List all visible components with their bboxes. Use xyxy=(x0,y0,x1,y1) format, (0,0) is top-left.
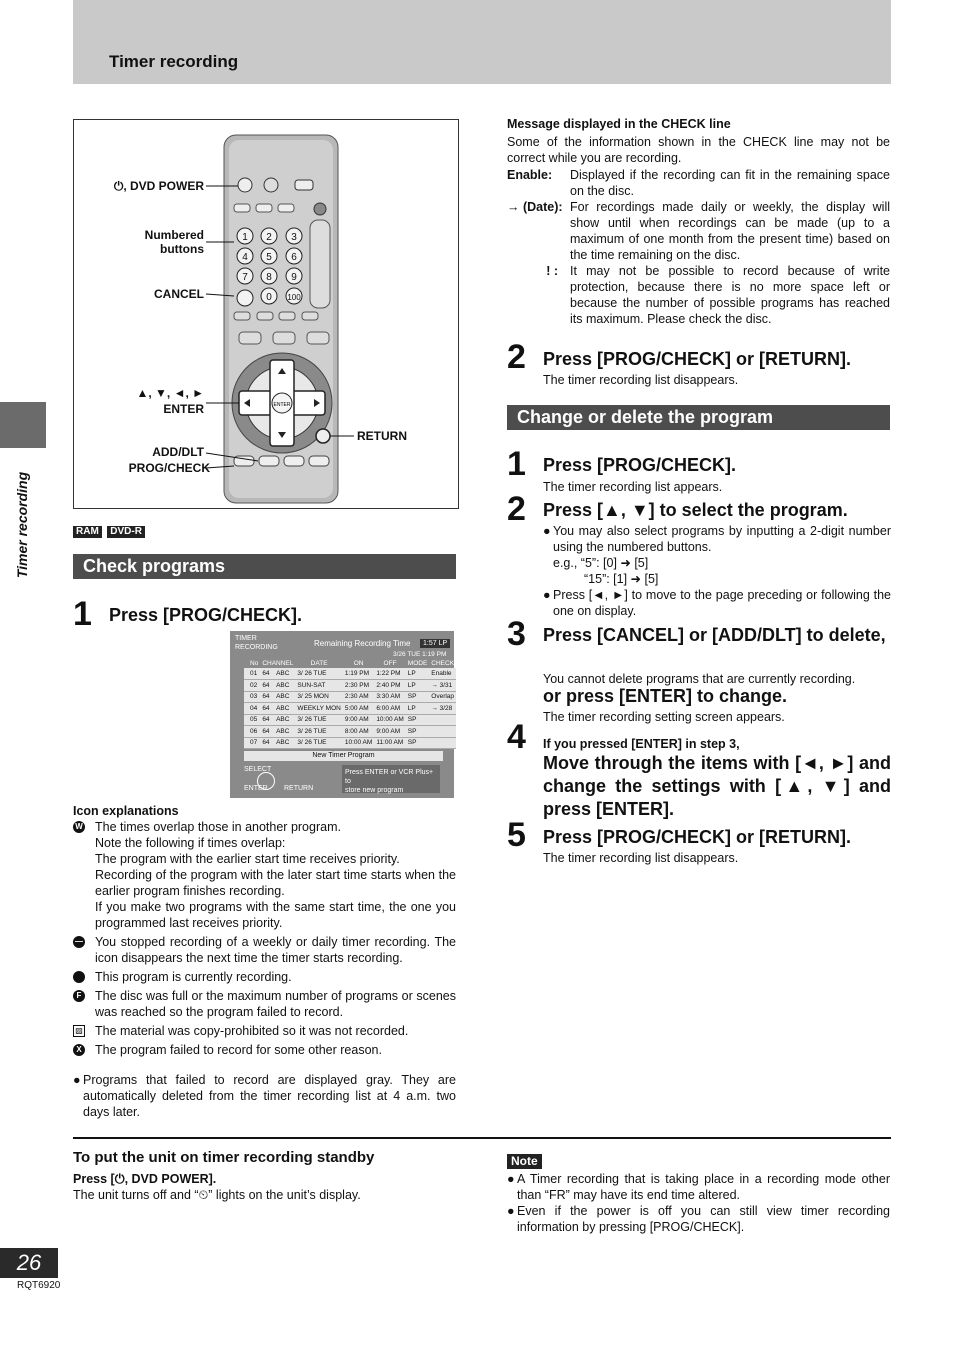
step-title: Press [PROG/CHECK]. xyxy=(109,605,303,625)
label-cancel: CANCEL xyxy=(154,287,204,301)
timer-cell: 3/ 26 TUE xyxy=(295,737,342,749)
timer-cell: → 3/31 xyxy=(429,680,456,692)
icon-explanation-text: The program failed to record for some other reason. xyxy=(95,1043,382,1057)
remote-illustration xyxy=(73,119,459,509)
step-title: Move through the items with [◄, ►] and change the settings with [▲, ▼] and press [ENTER]. xyxy=(543,753,891,819)
timer-cell: 6:00 AM xyxy=(374,703,405,715)
disc-badges xyxy=(73,522,147,538)
timer-cell: 06 xyxy=(248,726,260,738)
standby-heading: To put the unit on timer recording standby xyxy=(73,1149,375,1166)
timer-cell: 07 xyxy=(248,737,260,749)
divider-rule xyxy=(73,1137,891,1139)
entry-value: For recordings made daily or weekly, the display will show until when recordings can be made (up to a maximum of one month from the present time) based on the time remaining on the disc. xyxy=(570,200,890,262)
status-icon: X xyxy=(73,1044,85,1056)
step-title: Press [PROG/CHECK] or [RETURN]. xyxy=(543,827,852,847)
svg-text:1: 1 xyxy=(242,232,248,243)
timer-cell: 3:30 AM xyxy=(374,691,405,703)
icon-explanations-list xyxy=(73,819,456,1061)
status-icon xyxy=(73,971,85,983)
svg-text:3: 3 xyxy=(291,232,297,243)
step-desc-2: The timer recording setting screen appears. xyxy=(543,710,785,724)
page-header-title: Timer recording xyxy=(109,52,239,71)
check-line-entry xyxy=(507,263,890,327)
timer-cell: 2:30 PM xyxy=(343,680,374,692)
screen-return: RETURN xyxy=(284,785,314,792)
note-badge xyxy=(507,1153,542,1169)
timer-cell: SP xyxy=(406,737,430,749)
check-line-entry xyxy=(507,167,890,199)
page-number: 26 xyxy=(0,1248,58,1278)
label-dvd-power: ⏻, DVD POWER xyxy=(113,179,204,193)
svg-text:5: 5 xyxy=(266,252,272,263)
timer-cell: 3/ 26 TUE xyxy=(295,726,342,738)
bullet-icon: ● xyxy=(543,524,551,538)
label-prog-check: PROG/CHECK xyxy=(128,461,210,475)
step-title: Press [PROG/CHECK]. xyxy=(543,455,737,475)
screen-hint xyxy=(342,765,440,793)
timer-cell: 8:00 AM xyxy=(343,726,374,738)
timer-cell: 2:30 AM xyxy=(343,691,374,703)
standby-press: Press [⏻, DVD POWER]. xyxy=(73,1172,217,1186)
step-desc: You cannot delete programs that are currently recording. xyxy=(543,672,856,686)
note-label: Note xyxy=(507,1154,542,1169)
label-enter: ENTER xyxy=(163,402,204,416)
timer-cell: SP xyxy=(406,726,430,738)
badge-ram: RAM xyxy=(73,526,102,538)
screen-title-2: RECORDING xyxy=(235,644,278,651)
svg-text:0: 0 xyxy=(266,292,272,303)
timer-cell: 64 xyxy=(260,737,274,749)
timer-cell: 11:00 AM xyxy=(374,737,405,749)
timer-program-table xyxy=(244,659,456,749)
step-number: 5 xyxy=(507,816,526,854)
example-1: e.g., “5”: [0] ➜ [5] xyxy=(553,556,649,570)
step-number: 1 xyxy=(73,595,92,633)
bullet-icon: ● xyxy=(543,588,551,602)
screen-title-1: TIMER xyxy=(235,635,257,642)
timer-recording-screen xyxy=(230,631,454,798)
col-mode: MODE xyxy=(407,660,428,667)
screen-datetime: 3/26 TUE 1:19 PM xyxy=(393,651,447,658)
note-item: A Timer recording that is taking place in a recording mode other than “FR” may have its end time altered. xyxy=(517,1172,890,1202)
svg-text:4: 4 xyxy=(242,252,248,263)
icon-explanation-text: The material was copy-prohibited so it was not recorded. xyxy=(95,1024,409,1038)
screen-hint-2: store new program xyxy=(345,787,404,794)
timer-cell: 3/ 25 MON xyxy=(295,691,342,703)
svg-text:7: 7 xyxy=(242,272,248,283)
svg-text:8: 8 xyxy=(266,272,272,283)
timer-cell xyxy=(429,726,456,738)
entry-key: ! : xyxy=(546,264,558,278)
screen-hint-1: Press ENTER or VCR Plus+ to xyxy=(345,769,434,785)
timer-cell: ABC xyxy=(274,714,295,726)
svg-text:9: 9 xyxy=(291,272,297,283)
timer-cell: → 3/28 xyxy=(429,703,456,715)
timer-row xyxy=(244,726,456,738)
label-numbered-2: buttons xyxy=(160,242,204,256)
step-title-2: or press [ENTER] to change. xyxy=(543,686,788,706)
timer-cell: 9:00 AM xyxy=(343,714,374,726)
timer-cell: LP xyxy=(406,703,430,715)
timer-cell: 04 xyxy=(248,703,260,715)
icon-explanation-item xyxy=(73,988,456,1020)
timer-cell: 3/ 26 TUE xyxy=(295,714,342,726)
timer-cell: 10:00 AM xyxy=(343,737,374,749)
timer-cell: 64 xyxy=(260,714,274,726)
col-off: OFF xyxy=(383,660,397,667)
timer-row xyxy=(244,691,456,703)
example-2: “15”: [1] ➜ [5] xyxy=(584,572,659,586)
screen-select: SELECT xyxy=(244,766,272,773)
timer-row xyxy=(244,737,456,749)
col-check: CHECK xyxy=(431,660,455,667)
icon-explanation-item xyxy=(73,1023,456,1039)
timer-cell: ABC xyxy=(274,737,295,749)
icon-explanation-item xyxy=(73,1042,456,1058)
note-list xyxy=(507,1171,890,1235)
timer-cell: 10:00 AM xyxy=(374,714,405,726)
step-pre: If you pressed [ENTER] in step 3, xyxy=(543,737,740,751)
col-on: ON xyxy=(353,660,364,667)
label-return: RETURN xyxy=(357,429,407,443)
label-numbered-1: Numbered xyxy=(144,228,204,242)
failed-programs-text: Programs that failed to record are displayed gray. They are automatically deleted from the timer recording list at 4 a.m. two days later. xyxy=(83,1073,456,1119)
step-number: 4 xyxy=(507,718,526,756)
timer-cell: WEEKLY MON xyxy=(295,703,342,715)
timer-row xyxy=(244,703,456,715)
timer-cell: ABC xyxy=(274,691,295,703)
step-desc: The timer recording list disappears. xyxy=(543,851,739,865)
step2-bullets xyxy=(543,523,891,619)
side-tab-label: Timer recording xyxy=(14,471,30,579)
section-check-programs: Check programs xyxy=(73,554,456,579)
icon-explanation-text: This program is currently recording. xyxy=(95,970,292,984)
timer-cell: 64 xyxy=(260,691,274,703)
bullet-icon: ● xyxy=(507,1204,515,1218)
entry-key: → (Date): xyxy=(507,200,563,214)
status-icon: F xyxy=(73,990,85,1002)
timer-cell: SUN-SAT xyxy=(295,680,342,692)
timer-cell: ABC xyxy=(274,668,295,680)
timer-cell: ABC xyxy=(274,703,295,715)
svg-text:100: 100 xyxy=(287,293,301,302)
icon-explanation-item xyxy=(73,969,456,985)
model-code: RQT6920 xyxy=(17,1280,61,1291)
label-add-dlt: ADD/DLT xyxy=(152,445,204,459)
svg-text:6: 6 xyxy=(291,252,297,263)
timer-cell: LP xyxy=(406,668,430,680)
timer-cell: ABC xyxy=(274,680,295,692)
badge-dvd-r: DVD-R xyxy=(107,526,145,538)
failed-programs-note xyxy=(73,1072,456,1120)
timer-cell: 64 xyxy=(260,680,274,692)
timer-cell: Overlap xyxy=(429,691,456,703)
svg-text:ENTER: ENTER xyxy=(273,402,291,408)
standby-desc: The unit turns off and “⏲” lights on the unit’s display. xyxy=(73,1188,361,1202)
icon-explanation-text: You stopped recording of a weekly or daily timer recording. The icon disappears the next time the timer starts recording. xyxy=(95,935,456,965)
timer-cell: 05 xyxy=(248,714,260,726)
bullet-text: Press [◄, ►] to move to the page preceding or following the one on display. xyxy=(553,588,891,618)
icon-explanation-text: The disc was full or the maximum number of programs or scenes was reached so the program failed to record. xyxy=(95,989,456,1019)
icon-explanation-item xyxy=(73,934,456,966)
timer-cell xyxy=(429,737,456,749)
bullet-text: You may also select programs by inputting a 2-digit number using the numbered buttons. xyxy=(553,524,891,554)
timer-cell: 64 xyxy=(260,668,274,680)
entry-value: It may not be possible to record because of write protection, because there is no more space left or because the number of possible programs has reached its maximum. Please check the disc. xyxy=(570,264,890,326)
timer-cell: ABC xyxy=(274,726,295,738)
col-no: No xyxy=(250,660,259,667)
step-number: 2 xyxy=(507,338,526,376)
bullet-icon: ● xyxy=(507,1172,515,1186)
timer-cell: 1:22 PM xyxy=(374,668,405,680)
icon-explanation-item xyxy=(73,819,456,931)
step-number: 2 xyxy=(507,490,526,528)
timer-cell: 02 xyxy=(248,680,260,692)
timer-cell: 3/ 26 TUE xyxy=(295,668,342,680)
step-title: Press [CANCEL] or [ADD/DLT] to delete, xyxy=(543,625,886,645)
check-line-heading: Message displayed in the CHECK line xyxy=(507,117,731,131)
timer-cell: 03 xyxy=(248,691,260,703)
timer-row xyxy=(244,714,456,726)
label-arrows: ▲, ▼, ◄, ► xyxy=(136,386,204,400)
check-line-intro: Some of the information shown in the CHECK line may not be correct while you are recording. xyxy=(507,135,890,165)
timer-cell: Enable xyxy=(429,668,456,680)
new-timer-program: New Timer Program xyxy=(244,751,443,761)
timer-row xyxy=(244,668,456,680)
timer-cell: 1:19 PM xyxy=(343,668,374,680)
svg-text:2: 2 xyxy=(266,232,272,243)
timer-cell: 64 xyxy=(260,726,274,738)
status-icon: W xyxy=(73,821,85,833)
timer-cell: 64 xyxy=(260,703,274,715)
step-desc: The timer recording list disappears. xyxy=(543,373,739,387)
check-line-entries xyxy=(507,167,890,327)
timer-cell: SP xyxy=(406,714,430,726)
remaining-label: Remaining Recording Time xyxy=(314,639,411,648)
status-icon: ▨ xyxy=(73,1025,85,1037)
remaining-value: 1:57 LP xyxy=(420,639,450,648)
timer-cell xyxy=(429,714,456,726)
section-change-delete: Change or delete the program xyxy=(507,405,890,430)
step-title: Press [▲, ▼] to select the program. xyxy=(543,500,848,520)
screen-enter: ENTER xyxy=(244,785,268,792)
note-item: Even if the power is off you can still view timer recording information by pressing [PROG/CHECK]. xyxy=(517,1204,890,1234)
side-tab-marker xyxy=(0,402,46,448)
entry-value: Displayed if the recording can fit in the remaining space on the disc. xyxy=(570,168,890,198)
icon-explanation-text: The times overlap those in another program. Note the following if times overlap: The program with the earlier start time receives priority. Recording of the program with the later start time starts when the earlier program finishes recording. If you make two programs with the same start time, the one you programmed last receives priority. xyxy=(95,820,456,930)
entry-key: Enable: xyxy=(507,168,553,182)
step-desc: The timer recording list appears. xyxy=(543,480,723,494)
col-channel: CHANNEL xyxy=(262,660,294,667)
timer-cell: 01 xyxy=(248,668,260,680)
timer-cell: 5:00 AM xyxy=(343,703,374,715)
step-number: 3 xyxy=(507,615,526,653)
bullet-icon: ● xyxy=(73,1073,81,1087)
col-date: DATE xyxy=(310,660,328,667)
timer-cell: 2:40 PM xyxy=(374,680,405,692)
status-icon: — xyxy=(75,937,83,946)
step-title: Press [PROG/CHECK] or [RETURN]. xyxy=(543,349,852,369)
timer-cell: SP xyxy=(406,691,430,703)
timer-cell: LP xyxy=(406,680,430,692)
timer-row xyxy=(244,680,456,692)
step-number: 1 xyxy=(507,445,526,483)
check-line-entry xyxy=(507,199,890,263)
icon-explanations-heading: Icon explanations xyxy=(73,804,179,818)
timer-cell: 9:00 AM xyxy=(374,726,405,738)
